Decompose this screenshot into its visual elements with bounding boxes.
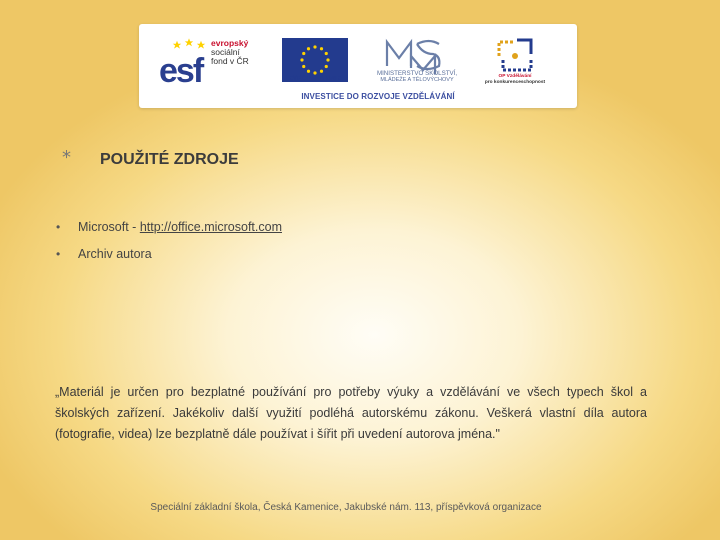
svg-text:esf: esf [159,52,203,88]
msmt-label [357,70,477,84]
esf-line-1: evropský [211,38,249,48]
bullet-icon: • [56,220,61,234]
eu-star-icon [302,65,305,68]
op-line-1: OP Vzdělávání [498,74,532,79]
msmt-line-1: MINISTERSTVO ŠKOLSTVÍ, [376,70,458,77]
esf-line-2: sociální [211,47,240,57]
bullet-icon: • [56,247,61,261]
logo-banner [139,24,577,108]
eu-star-icon [307,47,310,50]
page-title: POUŽITÉ ZDROJE [100,151,239,168]
op-logo-icon [489,34,541,74]
eu-star-icon [320,47,323,50]
esf-text [211,39,263,66]
eu-label: EVROPSKÁ UNIE [288,76,342,82]
eu-star-icon [302,52,305,55]
eu-star-icon [307,70,310,73]
eu-star-icon [313,71,316,74]
esf-line-3: fond v ČR [211,56,249,66]
source-text: Archiv autora [78,247,152,261]
footer-text: Speciální základní škola, Česká Kamenice, Jakubské nám. 113, příspěvková organizace [150,502,542,513]
eu-star-icon [325,52,328,55]
source-link[interactable]: http://office.microsoft.com [139,220,282,234]
source-prefix: Microsoft - [78,220,140,234]
tagline [139,92,577,101]
eu-star-icon [325,65,328,68]
title-asterisk: * [62,147,71,168]
tagline-text: INVESTICE DO ROZVOJE VZDĚLÁVÁNÍ [301,92,455,101]
eu-star-icon [300,58,303,61]
disclaimer-text: „Materiál je určen pro bezplatné používání pro potřeby výuky a vzdělávání ve všech typech škol a školských zařízení. Jakékoliv další využití podléhá autorskému zákonu. Veškerá vlastní díla autora (fotografie, videa) lze bezplatně dále používat i šířit při uvedení autorova jména." [55,385,647,441]
eu-star-icon [326,58,329,61]
eu-star-icon [313,45,316,48]
eu-star-icon [320,70,323,73]
op-label [475,74,555,86]
msmt-line-2: MLÁDEŽE A TĚLOVÝCHOVY [380,77,454,83]
source-text [78,217,282,237]
op-line-2: pro konkurenceschopnost [484,80,546,85]
